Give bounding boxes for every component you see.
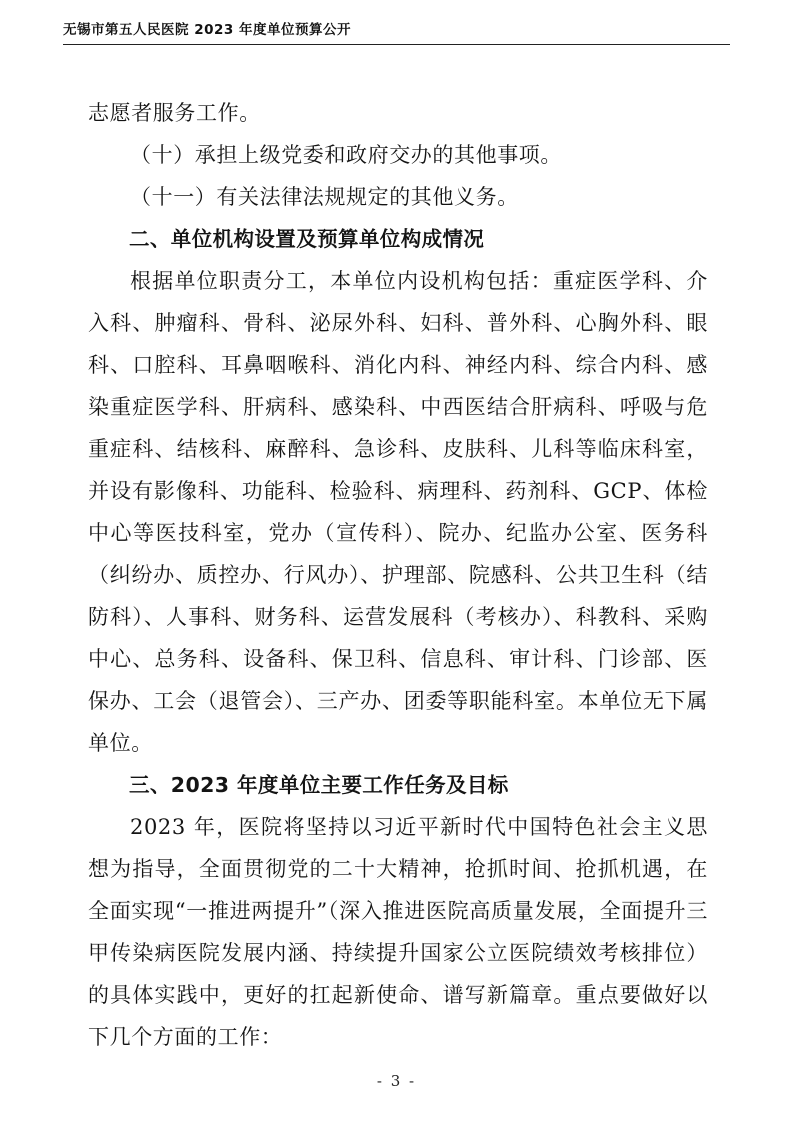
section-heading-3: 三、2023 年度单位主要工作任务及目标	[129, 773, 509, 797]
paragraph-4: 根据单位职责分工，本单位内设机构包括：重症医学科、介入科、肿瘤科、骨科、泌尿外科、妇科、普外科、心胸外科、眼科、口腔科、耳鼻咽喉科、消化内科、神经内科、综合内科、感染重症医学科、肝病科、感染科、中西医结合肝病科、呼吸与危重症科、结核科、麻醉科、急诊科、皮肤科、儿科等临床科室，并设有影像科、功能科、检验科、病理科、药剂科、GCP、体检中心等医技科室，党办（宣传科）、院办、纪监办公室、医务科（纠纷办、质控办、行风办）、护理部、院感科、公共卫生科（结防科）、人事科、财务科、运营发展科（考核办）、科教科、采购中心、总务科、设备科、保卫科、信息科、审计科、门诊部、医保办、工会（退管会）、三产办、团委等职能科室。本单位无下属单位。	[88, 269, 708, 755]
page-number: - 3 -	[376, 1072, 417, 1090]
page-header: 无锡市第五人民医院 2023 年度单位预算公开	[63, 18, 730, 45]
paragraph-2: （十一）有关法律法规规定的其他义务。	[130, 185, 519, 209]
paragraph-1: （十）承担上级党委和政府交办的其他事项。	[130, 143, 562, 167]
paragraph-6: 2023 年，医院将坚持以习近平新时代中国特色社会主义思想为指导，全面贯彻党的二十大精神，抢抓时间、抢抓机遇，在全面实现“一推进两提升”（深入推进医院高质量发展，全面提升三甲传染病医院发展内涵、持续提升国家公立医院绩效考核排位）的具体实践中，更好的扛起新使命、谱写新篇章。重点要做好以下几个方面的工作：	[88, 815, 708, 1049]
document-body	[88, 92, 708, 1058]
section-heading-2: 二、单位机构设置及预算单位构成情况	[129, 227, 485, 251]
paragraph-0: 志愿者服务工作。	[88, 101, 261, 125]
